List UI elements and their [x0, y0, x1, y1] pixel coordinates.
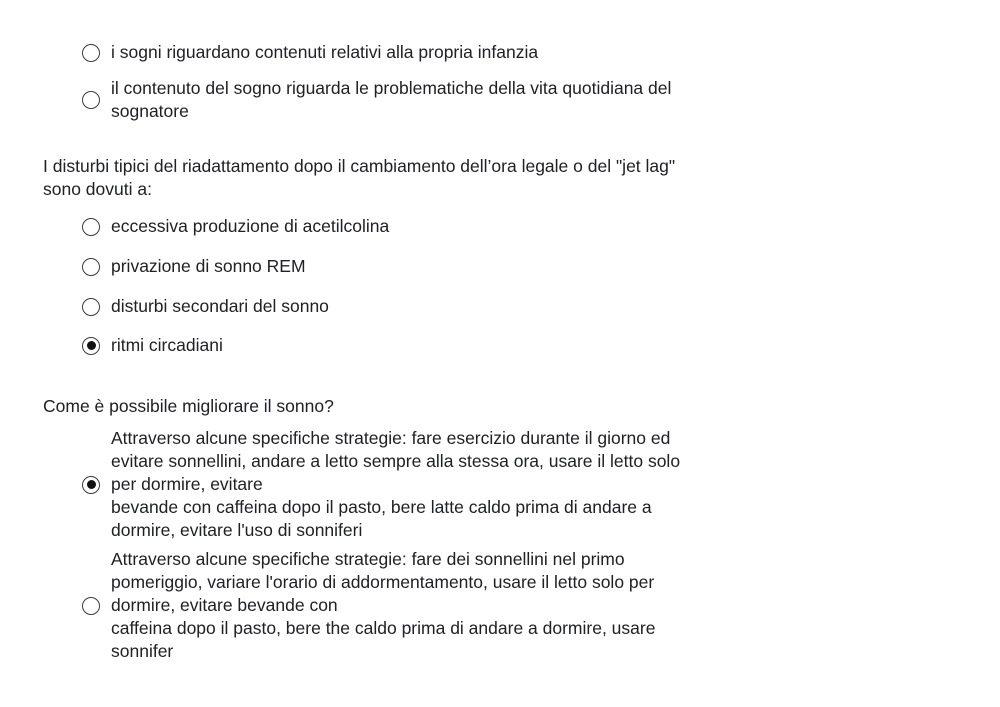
- radio-button[interactable]: [82, 337, 100, 355]
- option-label: i sogni riguardano contenuti relativi alla propria infanzia: [111, 42, 539, 62]
- radio-button[interactable]: [82, 298, 100, 316]
- option-label: Attraverso alcune specifiche strategie: fare esercizio durante il giorno ed evitare sonnellini, andare a letto sempre alla stessa ora, usare il letto solo per dormire, evitare bevande con caffeina dopo il pasto, bere latte caldo prima di andare a dormire, evitare l'uso di sonniferi: [111, 428, 681, 540]
- radio-button[interactable]: [82, 476, 100, 494]
- option-label: disturbi secondari del sonno: [111, 296, 329, 316]
- q2-option-2[interactable]: [82, 255, 306, 278]
- option-label: eccessiva produzione di acetilcolina: [111, 216, 390, 236]
- q1-option-1[interactable]: [82, 41, 538, 64]
- question-2-text: I disturbi tipici del riadattamento dopo il cambiamento dell’ora legale o del "jet lag" sono dovuti a:: [43, 156, 676, 199]
- option-label: privazione di sonno REM: [111, 256, 306, 276]
- radio-button[interactable]: [82, 218, 100, 236]
- q2-option-4[interactable]: [82, 334, 223, 357]
- option-label: Attraverso alcune specifiche strategie: fare dei sonnellini nel primo pomeriggio, variare l'orario di addormentamento, usare il letto solo per dormire, evitare bevande con caffeina dopo il pasto, bere the caldo prima di andare a dormire, usare sonnifer: [111, 549, 656, 661]
- q1-option-2[interactable]: [82, 77, 671, 123]
- radio-button[interactable]: [82, 258, 100, 276]
- q3-option-2[interactable]: [82, 548, 655, 663]
- question-3-text: Come è possibile migliorare il sonno?: [43, 396, 334, 416]
- radio-selected-dot: [87, 480, 96, 489]
- q2-option-1[interactable]: [82, 215, 389, 238]
- radio-button[interactable]: [82, 44, 100, 62]
- radio-button[interactable]: [82, 91, 100, 109]
- q2-option-3[interactable]: [82, 295, 329, 318]
- q3-option-1[interactable]: [82, 427, 680, 542]
- radio-button[interactable]: [82, 597, 100, 615]
- radio-selected-dot: [87, 341, 96, 350]
- option-label: il contenuto del sogno riguarda le problematiche della vita quotidiana del sognatore: [111, 78, 672, 121]
- option-label: ritmi circadiani: [111, 335, 223, 355]
